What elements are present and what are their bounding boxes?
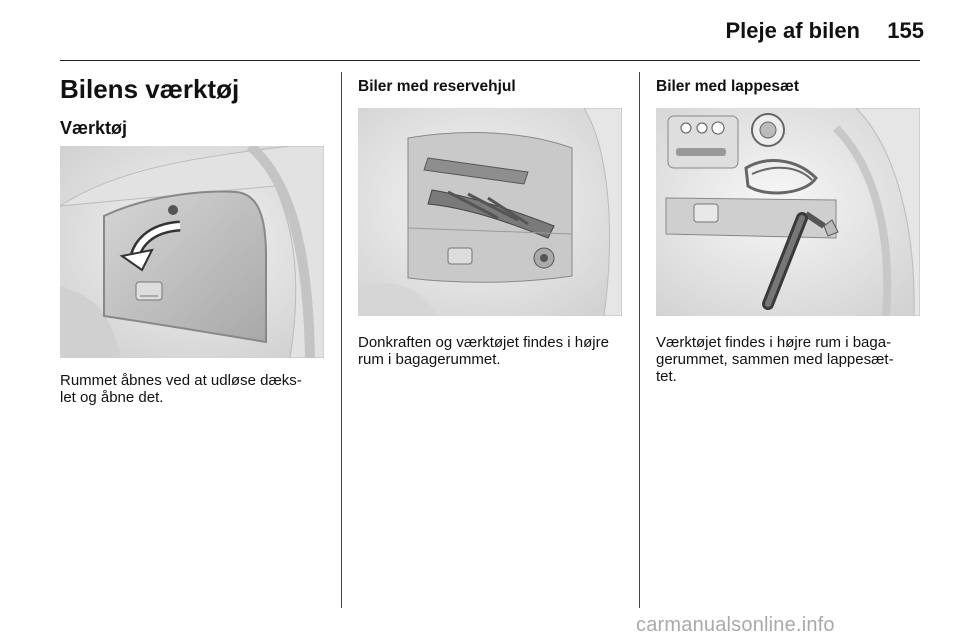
column-divider — [341, 72, 342, 608]
column-heading: Biler med reservehjul — [358, 78, 516, 95]
caption: Rummet åbnes ved at udløse dæks- let og åbne det. — [60, 372, 302, 406]
repair-kit-tools-illustration — [656, 108, 920, 316]
spare-wheel-tools-illustration — [358, 108, 622, 316]
page-number: 155 — [887, 18, 924, 43]
section-title: Bilens værktøj — [60, 74, 240, 104]
caption: Donkraften og værktøjet findes i højre rum i bagagerummet. — [358, 334, 609, 368]
tool-compartment-cover-illustration — [60, 146, 324, 358]
header-title: Pleje af bilen — [725, 18, 860, 43]
header-rule — [60, 60, 920, 61]
subsection-title: Værktøj — [60, 118, 128, 138]
caption: Værktøjet findes i højre rum i baga- gerummet, sammen med lappesæt- tet. — [656, 334, 894, 385]
column-divider — [639, 72, 640, 608]
column-heading: Biler med lappesæt — [656, 78, 799, 95]
watermark: carmanualsonline.info — [636, 614, 835, 636]
